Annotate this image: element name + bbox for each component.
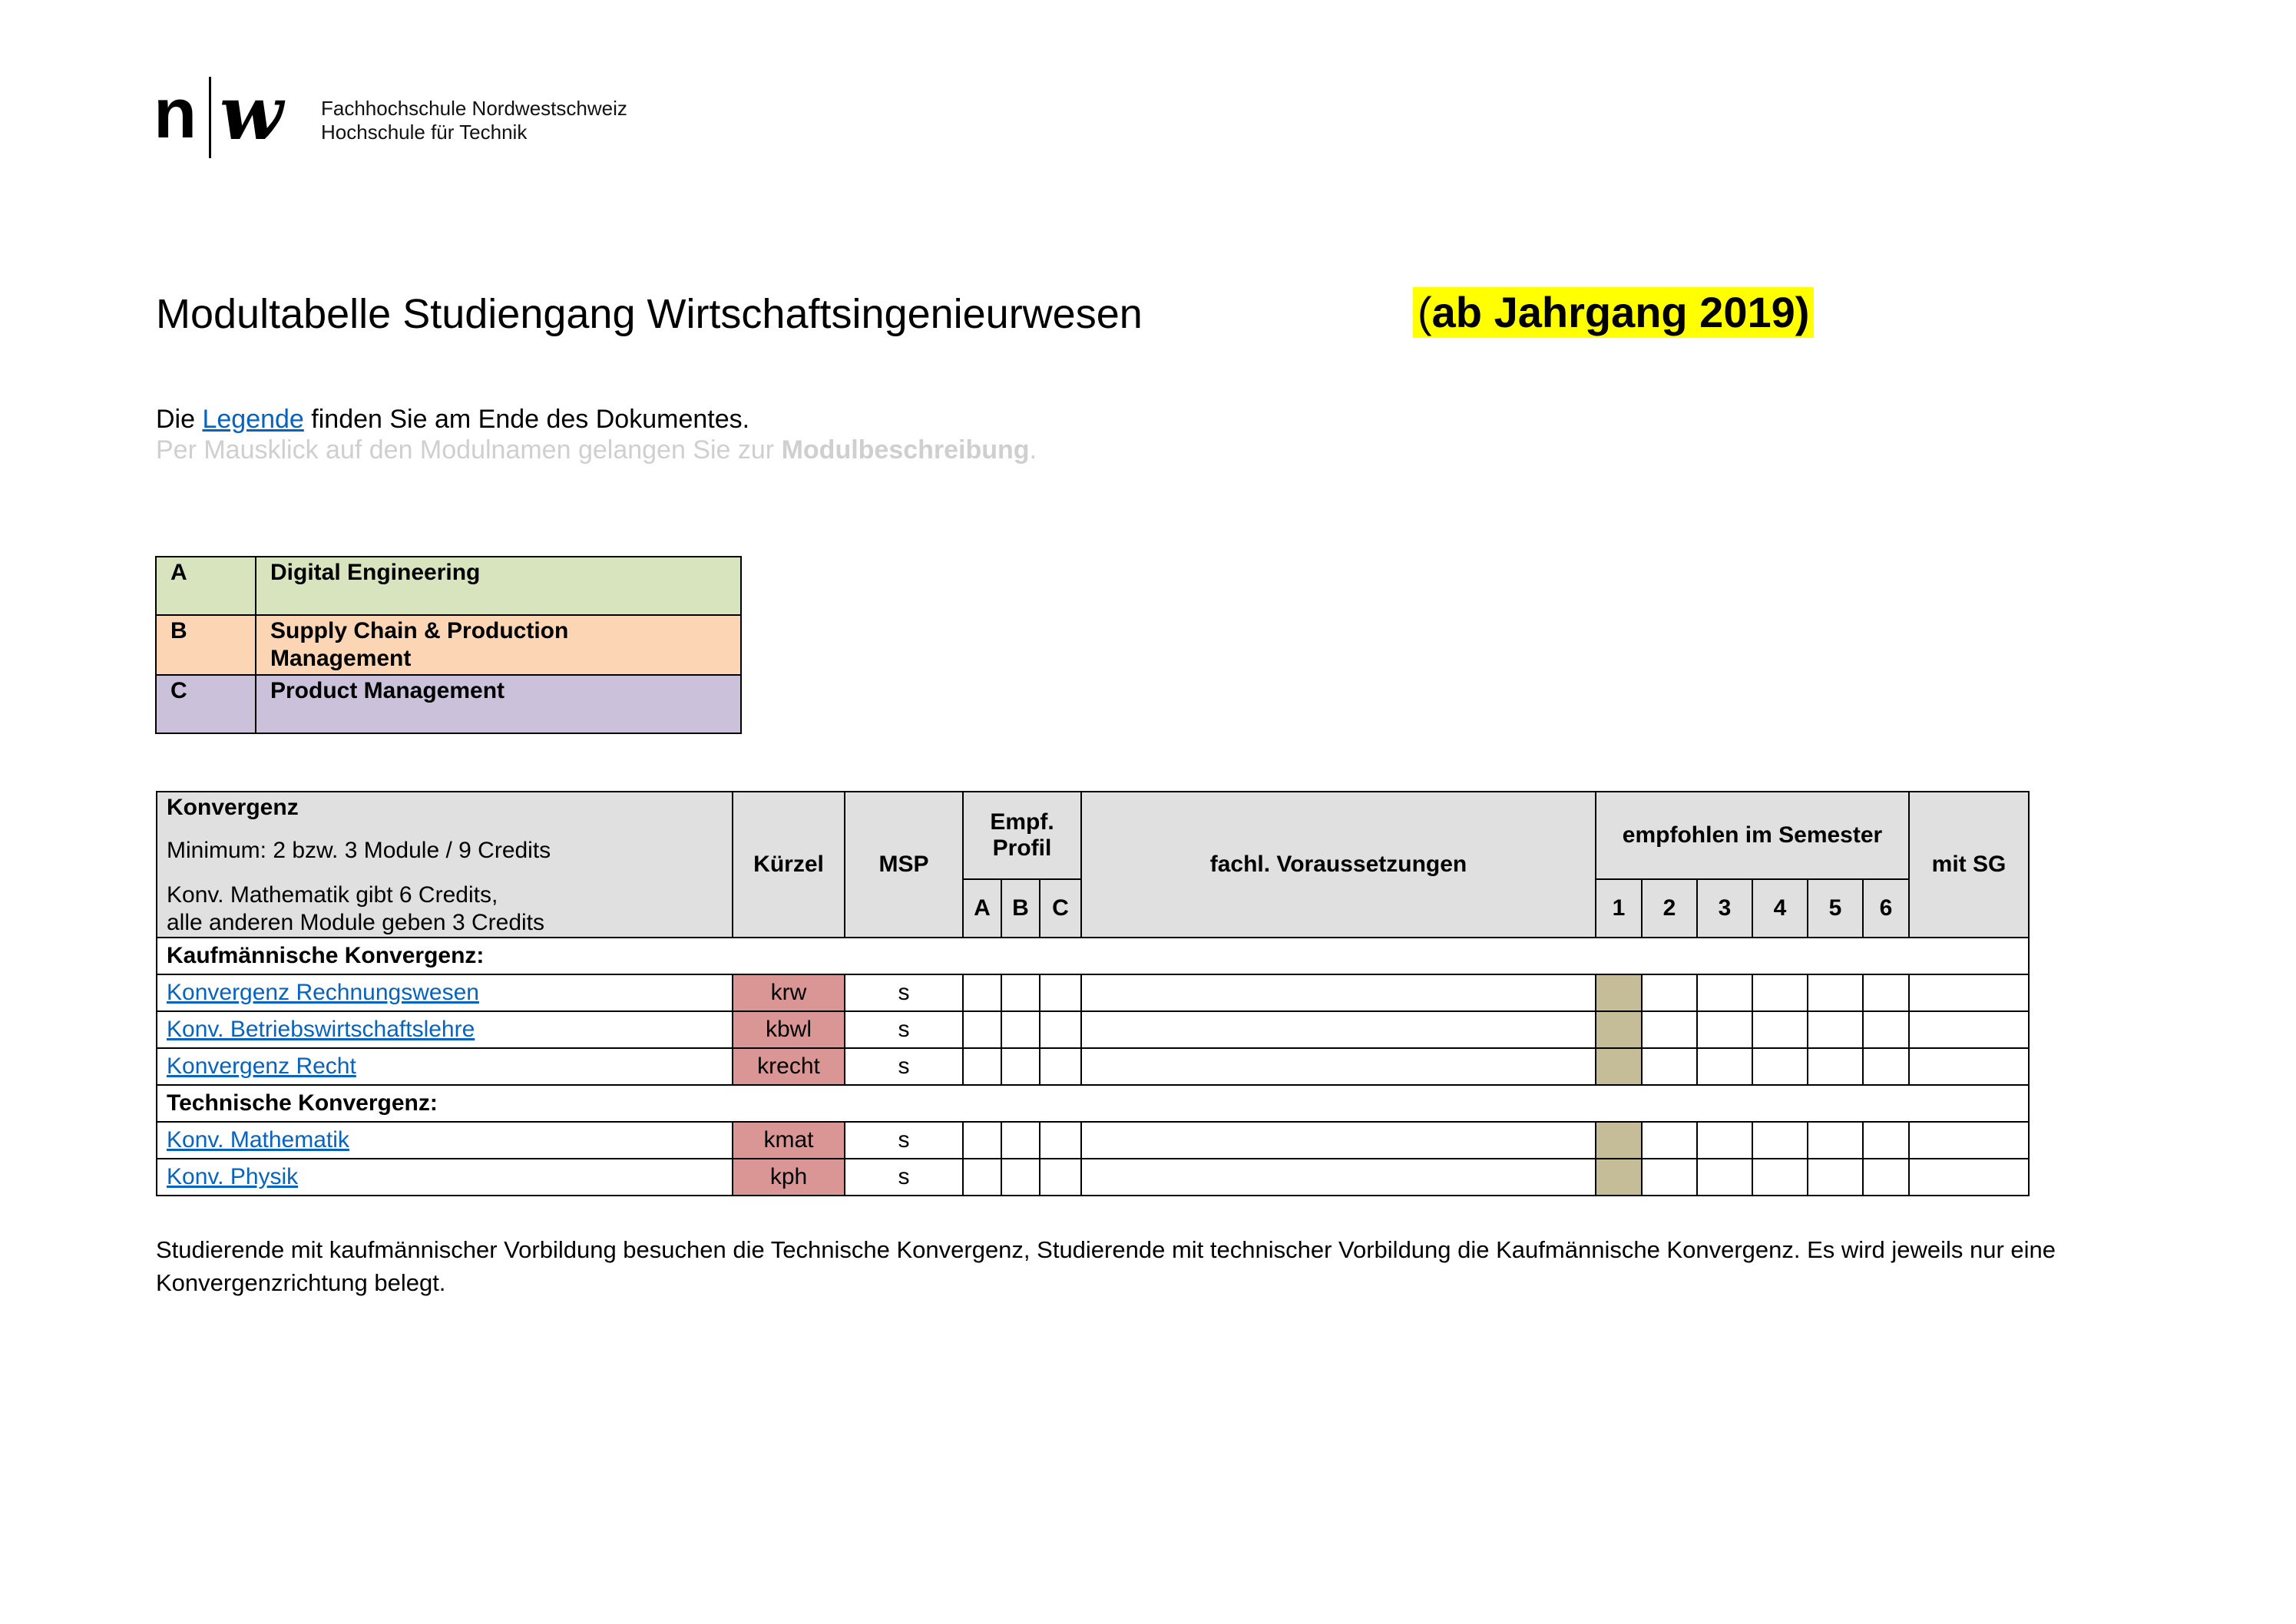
semester-4-cell bbox=[1752, 974, 1808, 1011]
module-abbr: krecht bbox=[733, 1048, 845, 1085]
semester-1-cell bbox=[1596, 1159, 1642, 1196]
org-line-1: Fachhochschule Nordwestschweiz bbox=[321, 97, 627, 120]
header-minimum: Minimum: 2 bzw. 3 Module / 9 Credits bbox=[167, 838, 551, 863]
badge-text: ab Jahrgang 2019) bbox=[1431, 288, 1810, 336]
module-msp: s bbox=[845, 1159, 963, 1196]
table-row bbox=[157, 1159, 2029, 1196]
module-link[interactable]: Konv. Physik bbox=[167, 1164, 299, 1189]
profile-b-cell bbox=[1001, 1122, 1040, 1159]
semester-4-cell bbox=[1752, 1048, 1808, 1085]
semester-6-cell bbox=[1863, 1159, 1909, 1196]
semester-3-cell bbox=[1697, 1159, 1752, 1196]
semester-5-cell bbox=[1808, 1011, 1863, 1048]
logo-mark bbox=[154, 70, 307, 161]
module-link[interactable]: Konvergenz Rechnungswesen bbox=[167, 980, 479, 1005]
profile-name: Product Management bbox=[256, 675, 741, 733]
module-name-cell bbox=[157, 1159, 733, 1196]
prerequisites-cell bbox=[1081, 1159, 1596, 1196]
mitsg-cell bbox=[1909, 1011, 2029, 1048]
module-link[interactable]: Konv. Mathematik bbox=[167, 1127, 349, 1153]
msp-header: MSP bbox=[845, 792, 963, 938]
semester-6-cell bbox=[1863, 974, 1909, 1011]
profile-b-cell bbox=[1001, 1011, 1040, 1048]
profil-a-header: A bbox=[963, 879, 1001, 938]
prerequisites-cell bbox=[1081, 1122, 1596, 1159]
mitsg-cell bbox=[1909, 1122, 2029, 1159]
module-abbr: krw bbox=[733, 974, 845, 1011]
footnote: Studierende mit kaufmännischer Vorbildung besuchen die Technische Konvergenz, Studierende mit technischer Vorbildung die Kaufmännische Konvergenz. Es wird jeweils nur eine Konvergenzrichtung belegt. bbox=[156, 1236, 2056, 1296]
semester-2-cell bbox=[1642, 1011, 1697, 1048]
semester-4-header: 4 bbox=[1752, 879, 1808, 938]
module-table bbox=[156, 791, 2030, 1196]
semester-3-cell bbox=[1697, 1011, 1752, 1048]
org-line-2: Hochschule für Technik bbox=[321, 121, 528, 144]
intro-suffix: finden Sie am Ende des Dokumentes. bbox=[303, 405, 750, 434]
profile-b-cell bbox=[1001, 974, 1040, 1011]
profil-b-header: B bbox=[1001, 879, 1040, 938]
profile-row-c bbox=[156, 675, 741, 733]
profile-c-cell bbox=[1040, 1159, 1081, 1196]
prerequisites-cell bbox=[1081, 974, 1596, 1011]
module-msp: s bbox=[845, 1048, 963, 1085]
semester-3-cell bbox=[1697, 1048, 1752, 1085]
mitsg-cell bbox=[1909, 1159, 2029, 1196]
organization-name bbox=[321, 97, 627, 144]
profile-code: B bbox=[156, 615, 256, 675]
intro2-prefix: Per Mausklick auf den Modulnamen gelangen Sie zur bbox=[156, 435, 782, 465]
profile-legend-table bbox=[155, 556, 742, 734]
semester-1-header: 1 bbox=[1596, 879, 1642, 938]
header-row-1 bbox=[157, 792, 2029, 879]
header-credits-1: Konv. Mathematik gibt 6 Credits, bbox=[167, 882, 498, 908]
konvergenz-header bbox=[157, 792, 733, 938]
profile-c-cell bbox=[1040, 1048, 1081, 1085]
semester-2-cell bbox=[1642, 1048, 1697, 1085]
logo-letter-w: w bbox=[220, 70, 283, 157]
profile-c-cell bbox=[1040, 974, 1081, 1011]
logo-letter-n: n bbox=[154, 74, 197, 153]
profile-row-b bbox=[156, 615, 741, 675]
semester-5-cell bbox=[1808, 974, 1863, 1011]
table-row bbox=[157, 974, 2029, 1011]
mitsg-cell bbox=[1909, 1048, 2029, 1085]
section-row bbox=[157, 1085, 2029, 1122]
profile-c-cell bbox=[1040, 1011, 1081, 1048]
module-abbr: kbwl bbox=[733, 1011, 845, 1048]
profile-c-cell bbox=[1040, 1122, 1081, 1159]
profile-name: Supply Chain & Production Management bbox=[256, 615, 741, 675]
module-abbr: kmat bbox=[733, 1122, 845, 1159]
profile-b-cell bbox=[1001, 1048, 1040, 1085]
semester-1-cell bbox=[1596, 974, 1642, 1011]
profile-b-cell bbox=[1001, 1159, 1040, 1196]
profile-code: A bbox=[156, 557, 256, 615]
module-link[interactable]: Konv. Betriebswirtschaftslehre bbox=[167, 1017, 475, 1042]
module-name-cell bbox=[157, 1048, 733, 1085]
intro-prefix: Die bbox=[156, 405, 203, 434]
mitsg-cell bbox=[1909, 974, 2029, 1011]
profile-row-a bbox=[156, 557, 741, 615]
profil-header-label: Empf. Profil bbox=[990, 809, 1054, 861]
voraussetzungen-header: fachl. Voraussetzungen bbox=[1081, 792, 1596, 938]
semester-1-cell bbox=[1596, 1011, 1642, 1048]
intro2-bold: Modulbeschreibung bbox=[781, 435, 1030, 465]
semester-5-cell bbox=[1808, 1122, 1863, 1159]
badge-paren: ( bbox=[1418, 288, 1432, 336]
prerequisites-cell bbox=[1081, 1048, 1596, 1085]
table-row bbox=[157, 1011, 2029, 1048]
module-name-cell bbox=[157, 974, 733, 1011]
semester-4-cell bbox=[1752, 1011, 1808, 1048]
semester-5-header: 5 bbox=[1808, 879, 1863, 938]
semester-4-cell bbox=[1752, 1159, 1808, 1196]
legend-link[interactable]: Legende bbox=[202, 405, 304, 434]
module-msp: s bbox=[845, 1011, 963, 1048]
semester-3-header: 3 bbox=[1697, 879, 1752, 938]
semester-1-cell bbox=[1596, 1048, 1642, 1085]
header-title: Konvergenz bbox=[167, 795, 299, 820]
module-link[interactable]: Konvergenz Recht bbox=[167, 1053, 356, 1079]
module-name-cell bbox=[157, 1122, 733, 1159]
semester-4-cell bbox=[1752, 1122, 1808, 1159]
table-row bbox=[157, 1122, 2029, 1159]
section-title: Kaufmännische Konvergenz: bbox=[157, 938, 2029, 974]
profile-a-cell bbox=[963, 1159, 1001, 1196]
semester-1-cell bbox=[1596, 1122, 1642, 1159]
profile-a-cell bbox=[963, 974, 1001, 1011]
module-msp: s bbox=[845, 974, 963, 1011]
semester-5-cell bbox=[1808, 1159, 1863, 1196]
section-row bbox=[157, 938, 2029, 974]
profil-c-header: C bbox=[1040, 879, 1081, 938]
intro-line-2 bbox=[156, 435, 1037, 465]
mitsg-header: mit SG bbox=[1909, 792, 2029, 938]
semester-6-cell bbox=[1863, 1122, 1909, 1159]
profile-name: Digital Engineering bbox=[256, 557, 741, 615]
header-credits-2: alle anderen Module geben 3 Credits bbox=[167, 910, 544, 935]
semester-6-cell bbox=[1863, 1048, 1909, 1085]
semester-2-header: 2 bbox=[1642, 879, 1697, 938]
semester-2-cell bbox=[1642, 974, 1697, 1011]
module-name-cell bbox=[157, 1011, 733, 1048]
logo-divider bbox=[209, 77, 211, 158]
fhnw-logo bbox=[154, 70, 691, 161]
table-row bbox=[157, 1048, 2029, 1085]
profile-code: C bbox=[156, 675, 256, 733]
semester-3-cell bbox=[1697, 1122, 1752, 1159]
profile-a-cell bbox=[963, 1048, 1001, 1085]
profile-a-cell bbox=[963, 1011, 1001, 1048]
semester-2-cell bbox=[1642, 1122, 1697, 1159]
semester-6-header: 6 bbox=[1863, 879, 1909, 938]
section-title: Technische Konvergenz: bbox=[157, 1085, 2029, 1122]
intro-line-1 bbox=[156, 404, 749, 435]
intro2-suffix: . bbox=[1029, 435, 1037, 465]
semester-3-cell bbox=[1697, 974, 1752, 1011]
module-msp: s bbox=[845, 1122, 963, 1159]
module-abbr: kph bbox=[733, 1159, 845, 1196]
semester-2-cell bbox=[1642, 1159, 1697, 1196]
year-badge bbox=[1413, 287, 1814, 338]
semester-header: empfohlen im Semester bbox=[1596, 792, 1909, 879]
prerequisites-cell bbox=[1081, 1011, 1596, 1048]
page-title: Modultabelle Studiengang Wirtschaftsingenieurwesen bbox=[156, 291, 1143, 337]
semester-6-cell bbox=[1863, 1011, 1909, 1048]
kuerzel-header: Kürzel bbox=[733, 792, 845, 938]
profile-a-cell bbox=[963, 1122, 1001, 1159]
semester-5-cell bbox=[1808, 1048, 1863, 1085]
profil-header bbox=[963, 792, 1081, 879]
